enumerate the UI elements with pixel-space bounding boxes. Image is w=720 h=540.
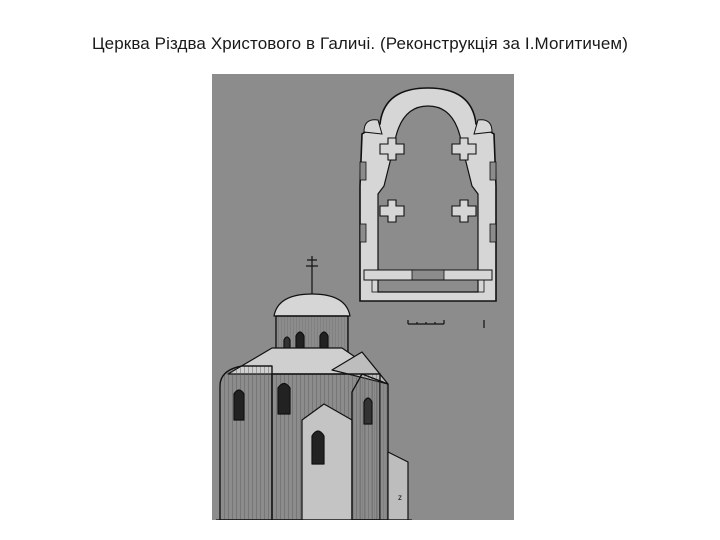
scale-bar	[408, 320, 484, 328]
slide-title: Церква Різдва Христового в Галичі. (Реконструкція за І.Могитичем)	[92, 34, 628, 53]
svg-text:z: z	[398, 493, 402, 502]
reconstruction-figure	[212, 74, 514, 520]
church-floor-plan	[360, 88, 496, 328]
cross-icon	[306, 256, 318, 296]
